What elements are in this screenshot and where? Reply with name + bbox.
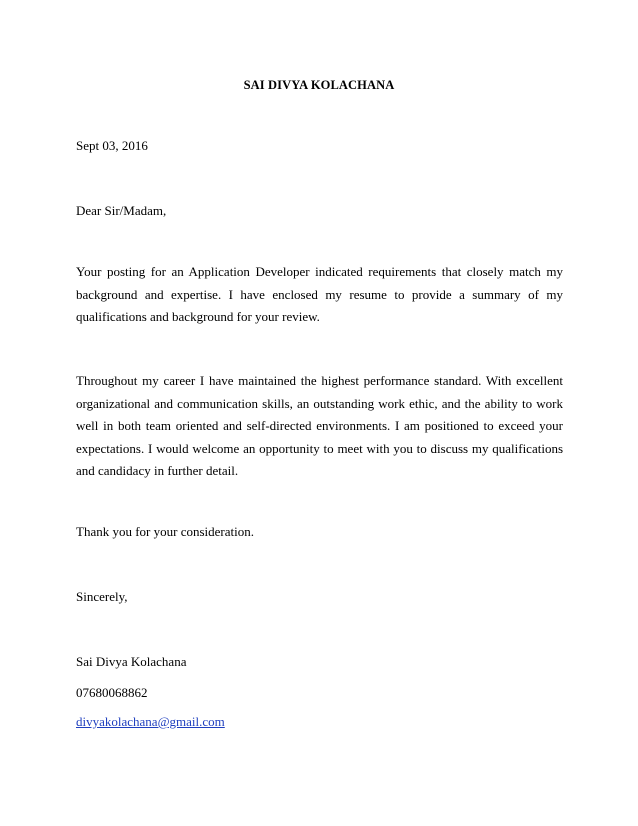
letter-date: Sept 03, 2016 bbox=[76, 138, 148, 153]
paragraph-experience: Throughout my career I have maintained the highest performance standard. With excellent organizational and communication skills, an outstanding work ethic, and the ability to work well in both team oriented and self-directed environments. I am positioned to exceed your expectations. I would welcome an opportunity to meet with you to discuss my qualifications and candidacy in further detail. bbox=[76, 373, 563, 478]
salutation: Dear Sir/Madam, bbox=[76, 203, 167, 218]
phone-number: 07680068862 bbox=[76, 685, 148, 700]
paragraph-intro: Your posting for an Application Developer indicated requirements that closely match my background and expertise. I have enclosed my resume to provide a summary of my qualifications and background for your review. bbox=[76, 264, 563, 324]
email-link[interactable]: divyakolachana@gmail.com bbox=[76, 714, 225, 729]
closing: Sincerely, bbox=[76, 589, 128, 604]
letter-heading: SAI DIVYA KOLACHANA bbox=[243, 78, 395, 92]
signature-name: Sai Divya Kolachana bbox=[76, 654, 187, 669]
thanks-line: Thank you for your consideration. bbox=[76, 524, 254, 539]
